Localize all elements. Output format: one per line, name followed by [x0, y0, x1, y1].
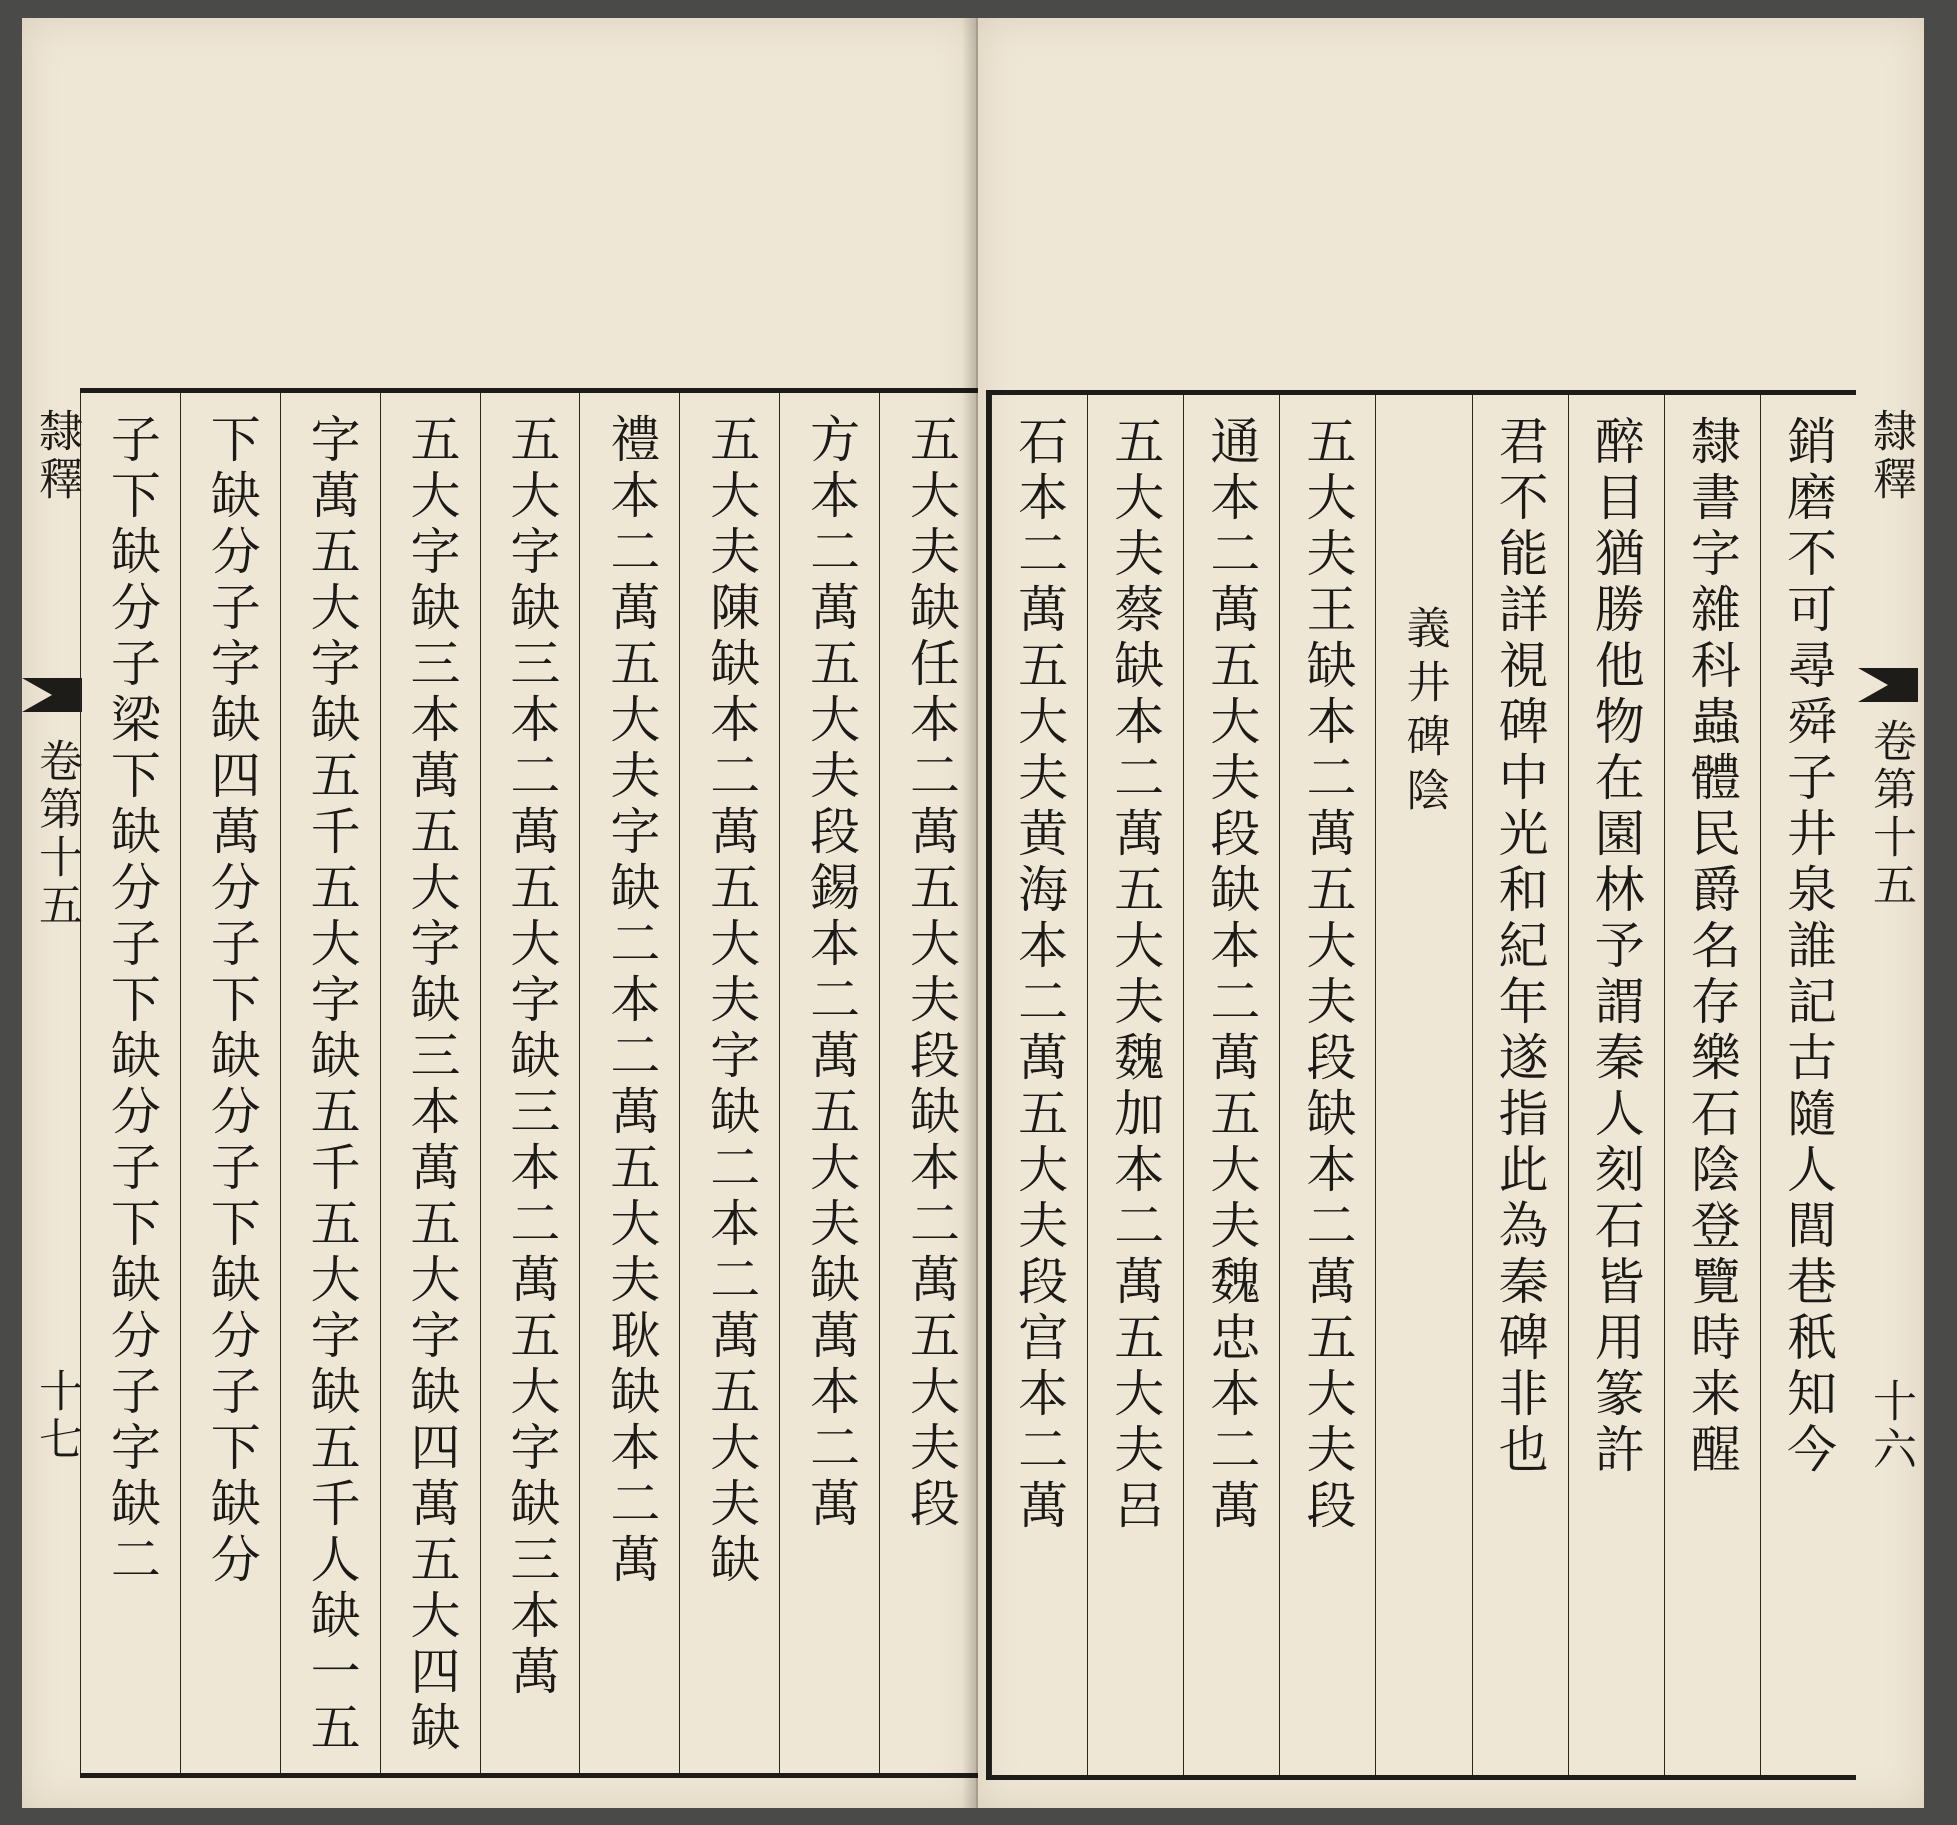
right-text-column: 通本二萬五大夫段缺本二萬五大夫魏忠本二萬	[1183, 395, 1279, 1775]
right-fold-page: 十六	[1865, 1378, 1916, 1474]
right-fold-volume: 卷第十五	[1865, 718, 1916, 910]
left-text-column: 子下缺分子梁下缺分子下缺分子下缺分子字缺二	[80, 393, 180, 1773]
right-text-column: 隸書字雜科蟲體民爵名存樂石陰登覽時来醒	[1664, 395, 1760, 1775]
left-text-column: 五大夫陳缺本二萬五大夫字缺二本二萬五大夫缺	[679, 393, 779, 1773]
left-text-column: 字萬五大字缺五千五大字缺五千五大字缺五千人缺一五	[280, 393, 380, 1773]
left-text-column: 禮本二萬五大夫字缺二本二萬五大夫耿缺本二萬	[579, 393, 679, 1773]
right-page	[978, 18, 1924, 1808]
right-text-column: 銷磨不可尋舜子井泉誰記古隨人閭巷秖知今	[1760, 395, 1856, 1775]
left-text-column: 五大字缺三本二萬五大字缺三本二萬五大字缺三本萬	[480, 393, 580, 1773]
right-text-column: 君不能詳視碑中光和紀年遂指此為秦碑非也	[1472, 395, 1568, 1775]
left-text-column: 下缺分子字缺四萬分子下缺分子下缺分子下缺分	[180, 393, 280, 1773]
right-text-column: 石本二萬五大夫黄海本二萬五大夫段宫本二萬	[991, 395, 1087, 1775]
right-text-column: 義井碑陰	[1375, 395, 1471, 1775]
left-fishtail-mark	[22, 678, 82, 712]
left-fold-volume: 卷第十五	[31, 738, 82, 930]
right-text-column: 五大夫王缺本二萬五大夫段缺本二萬五大夫段	[1279, 395, 1375, 1775]
left-fold-title: 隸釋	[31, 408, 82, 504]
left-text-column: 五大字缺三本萬五大字缺三本萬五大字缺四萬五大四缺	[380, 393, 480, 1773]
left-text-column: 方本二萬五大夫段錫本二萬五大夫缺萬本二萬	[779, 393, 879, 1773]
left-text-frame	[80, 388, 984, 1778]
left-page	[22, 18, 978, 1808]
right-fold-title: 隸釋	[1865, 408, 1916, 504]
left-text-column: 五大夫缺任本二萬五大夫段缺本二萬五大夫段	[879, 393, 979, 1773]
right-text-frame	[986, 390, 1856, 1780]
right-text-column: 五大夫蔡缺本二萬五大夫魏加本二萬五大夫呂	[1087, 395, 1183, 1775]
right-text-column: 醉目猶勝他物在園林予謂秦人刻石皆用篆許	[1568, 395, 1664, 1775]
left-fold-page: 十七	[31, 1368, 82, 1464]
right-fishtail-mark	[1858, 668, 1918, 702]
